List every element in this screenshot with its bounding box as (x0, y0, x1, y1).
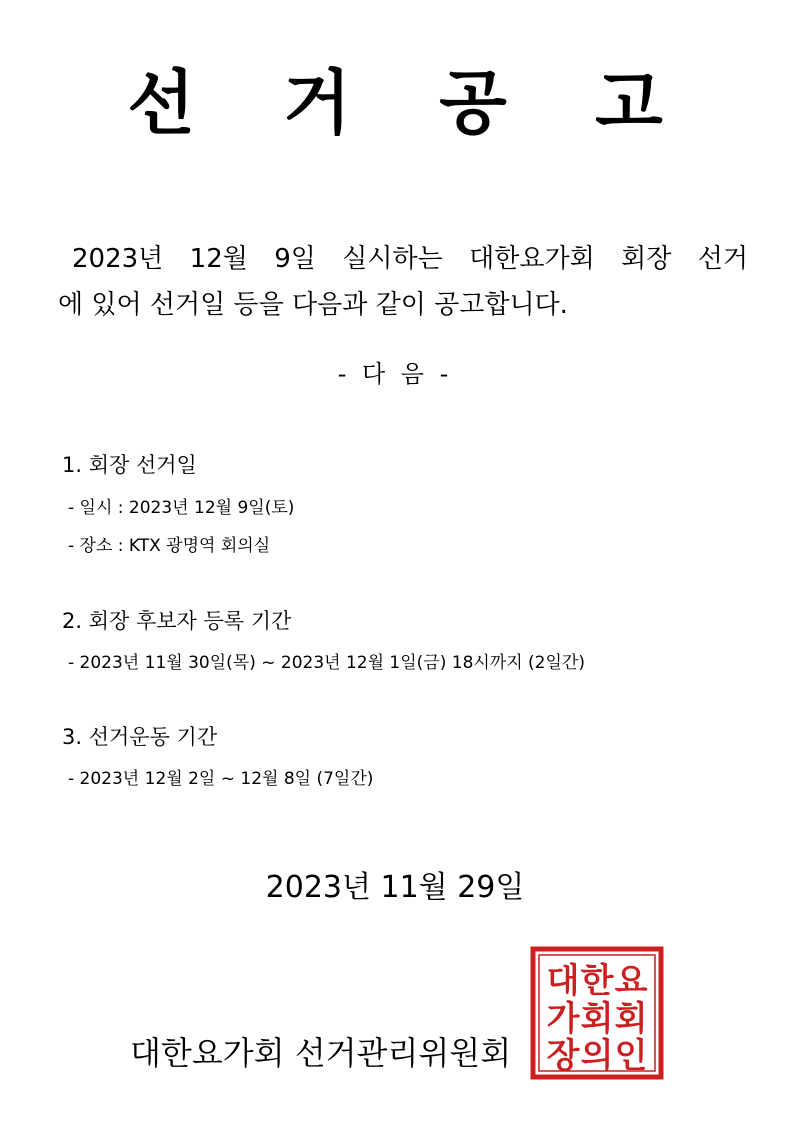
seal-glyphs (547, 961, 648, 1076)
svg-text:요: 요 (614, 961, 648, 1001)
svg-text:가: 가 (546, 999, 580, 1039)
intro-line-2: 에 있어 선거일 등을 다음과 같이 공고합니다. (58, 290, 568, 320)
detail-election-venue: - 장소 : KTX 광명역 회의실 (68, 536, 271, 556)
section-heading-campaign-period: 3. 선거운동 기간 (62, 725, 218, 749)
page-title: 선 거 공 고 (127, 62, 695, 144)
detail-registration-period: - 2023년 11월 30일(목) ~ 2023년 12월 1일(금) 18시까지 (2일간) (68, 653, 585, 673)
intro-paragraph (58, 236, 748, 328)
section-heading-election-date: 1. 회장 선거일 (62, 453, 197, 477)
announcement-date: 2023년 11월 29일 (265, 870, 525, 905)
separator-heading: - 다 음 - (337, 360, 453, 388)
svg-text:인: 인 (614, 1036, 648, 1076)
svg-text:장: 장 (546, 1036, 580, 1076)
svg-text:한: 한 (580, 961, 614, 1001)
issuer-name: 대한요가회 선거관리위원회 (130, 1034, 512, 1072)
svg-text:회: 회 (614, 999, 648, 1039)
svg-text:회: 회 (580, 999, 614, 1039)
official-seal-stamp (530, 946, 664, 1080)
svg-text:의: 의 (580, 1036, 614, 1076)
section-heading-candidate-registration: 2. 회장 후보자 등록 기간 (62, 609, 292, 633)
intro-line-1: 2023년 12월 9일 실시하는 대한요가회 회장 선거 (72, 244, 748, 274)
svg-text:대: 대 (546, 961, 580, 1001)
detail-election-datetime: - 일시 : 2023년 12월 9일(토) (68, 498, 295, 518)
detail-campaign-period: - 2023년 12월 2일 ~ 12월 8일 (7일간) (68, 769, 374, 789)
